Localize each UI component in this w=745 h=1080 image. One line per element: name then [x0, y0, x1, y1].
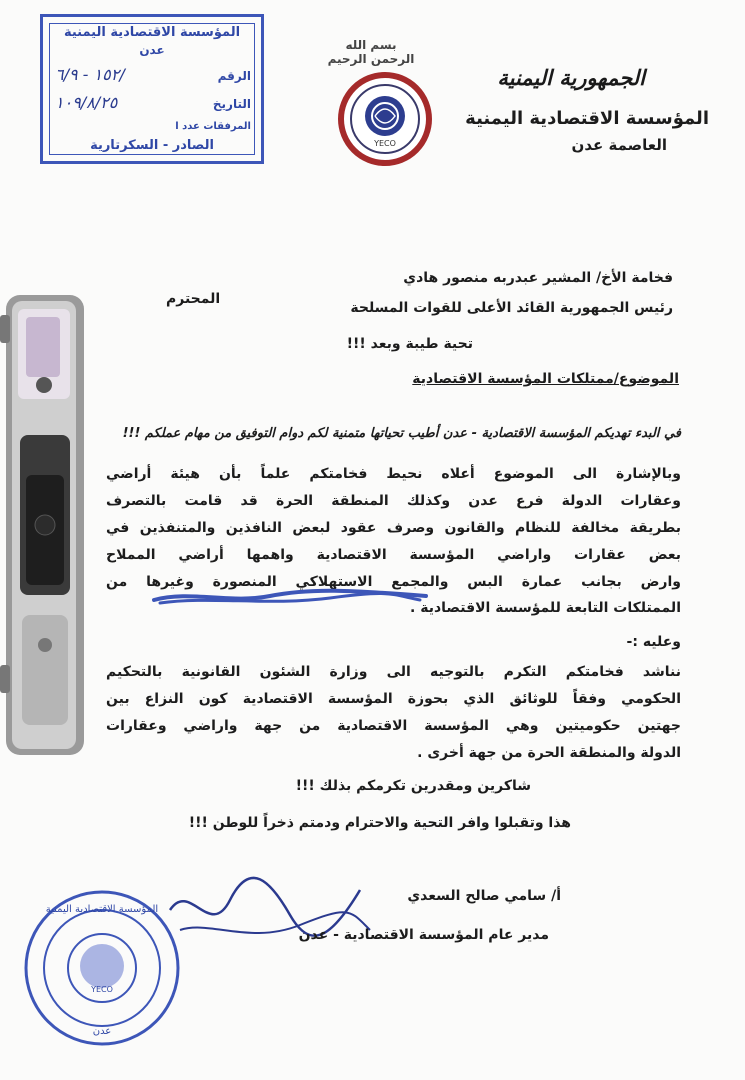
stamp-department: الصادر - السكرتارية: [90, 138, 214, 153]
closing-line: هذا وتقبلوا وافر التحية والاحترام ودمتم ذخراً للوطن !!!: [188, 815, 571, 831]
official-seal-stamp: [22, 888, 182, 1048]
paragraph-1-line: بعض عقارات واراضي المؤسسة الاقتصادية واهمها أراضي المملاح: [106, 547, 681, 563]
pen-scribble-mark: [150, 586, 430, 608]
basmala: بسم الله الرحمن الرحيم: [327, 38, 415, 66]
paragraph-2-line: الدولة والمنطقة الحرة من جهة أخرى .: [417, 745, 681, 761]
addressee-line-1: فخامة الأخ/ المشير عبدربه منصور هادي: [403, 270, 673, 286]
paragraph-1-line: الممتلكات التابعة للمؤسسة الاقتصادية .: [410, 600, 681, 616]
signer-name: أ/ سامي صالح السعدي: [407, 888, 561, 904]
stamp-ref-label: الرقم: [217, 69, 251, 83]
handwritten-signature: [150, 870, 380, 970]
stamp-date-handwritten: ١٠٩/٨/٢٥: [55, 93, 118, 112]
emblem-label: YECO: [374, 139, 396, 148]
thanks-line: شاكرين ومقدرين تكرمكم بذلك !!!: [295, 778, 531, 794]
paragraph-1-line: بطريقة مخالفة للنظام والقانون وصرف عقود لبعض النافذين والمتنفذين في: [106, 520, 681, 536]
stamp-city: عدن: [139, 43, 165, 57]
org-emblem-icon: [338, 72, 432, 166]
incoming-stamp-box: [40, 14, 264, 164]
stamp-attachments: المرفقات عدد ا: [175, 121, 251, 132]
signer-title: مدير عام المؤسسة الاقتصادية - عدن: [298, 927, 549, 943]
paragraph-2-line: جهتين حكوميتين وهي المؤسسة الاقتصادية من جهة واراضي وعقارات: [106, 718, 681, 734]
seal-ring-text: المؤسسة الاقتصادية اليمنية: [45, 904, 159, 915]
seal-city: عدن: [92, 1026, 112, 1037]
org-city: العاصمة عدن: [571, 136, 667, 154]
paragraph-1-line: وعقارات الدولة فرع عدن وكذلك المنطقة الحرة قد قامت بالتصرف: [106, 493, 681, 509]
paragraph-2-line: نناشد فخامتكم التكرم بالتوجيه الى وزارة الشئون القانونية بالتحكيم: [106, 664, 681, 680]
honorific: المحترم: [166, 291, 221, 307]
addressee-line-2: رئيس الجمهورية القائد الأعلى للقوات المسلحة: [350, 300, 673, 316]
therefore-label: وعليه :-: [626, 634, 681, 650]
paragraph-1-line: وبالإشارة الى الموضوع أعلاه نحيط فخامتكم علماً بأن هيئة أراضي: [106, 466, 681, 482]
stamp-date-label: التاريخ: [212, 97, 251, 111]
republic-name: الجمهورية اليمنية: [497, 66, 645, 90]
org-name: المؤسسة الاقتصادية اليمنية: [465, 108, 709, 129]
intro-line: في البدء تهديكم المؤسسة الاقتصادية - عدن أطيب تحياتها متمنية لكم دوام التوفيق من مهام عملكم !!!: [122, 426, 681, 441]
greeting: تحية طيبة وبعد !!!: [346, 336, 473, 352]
phone-object-image: [0, 295, 92, 755]
seal-center-label: YECO: [91, 985, 113, 994]
stamp-ref-handwritten: ١٥٢ - ٦/٩/: [55, 65, 125, 84]
stamp-org-name: المؤسسة الاقتصادية اليمنية: [63, 25, 241, 40]
paragraph-2-line: الحكومي وفقاً للوثائق الذي بحوزة المؤسسة الاقتصادية كون النزاع بين: [106, 691, 681, 707]
subject-line: الموضوع/ممتلكات المؤسسة الاقتصادية: [412, 371, 679, 387]
paragraph-1-line: وارض بجانب عمارة البس والمجمع الاستهلاكي المنصورة وغيرها من: [106, 574, 681, 590]
